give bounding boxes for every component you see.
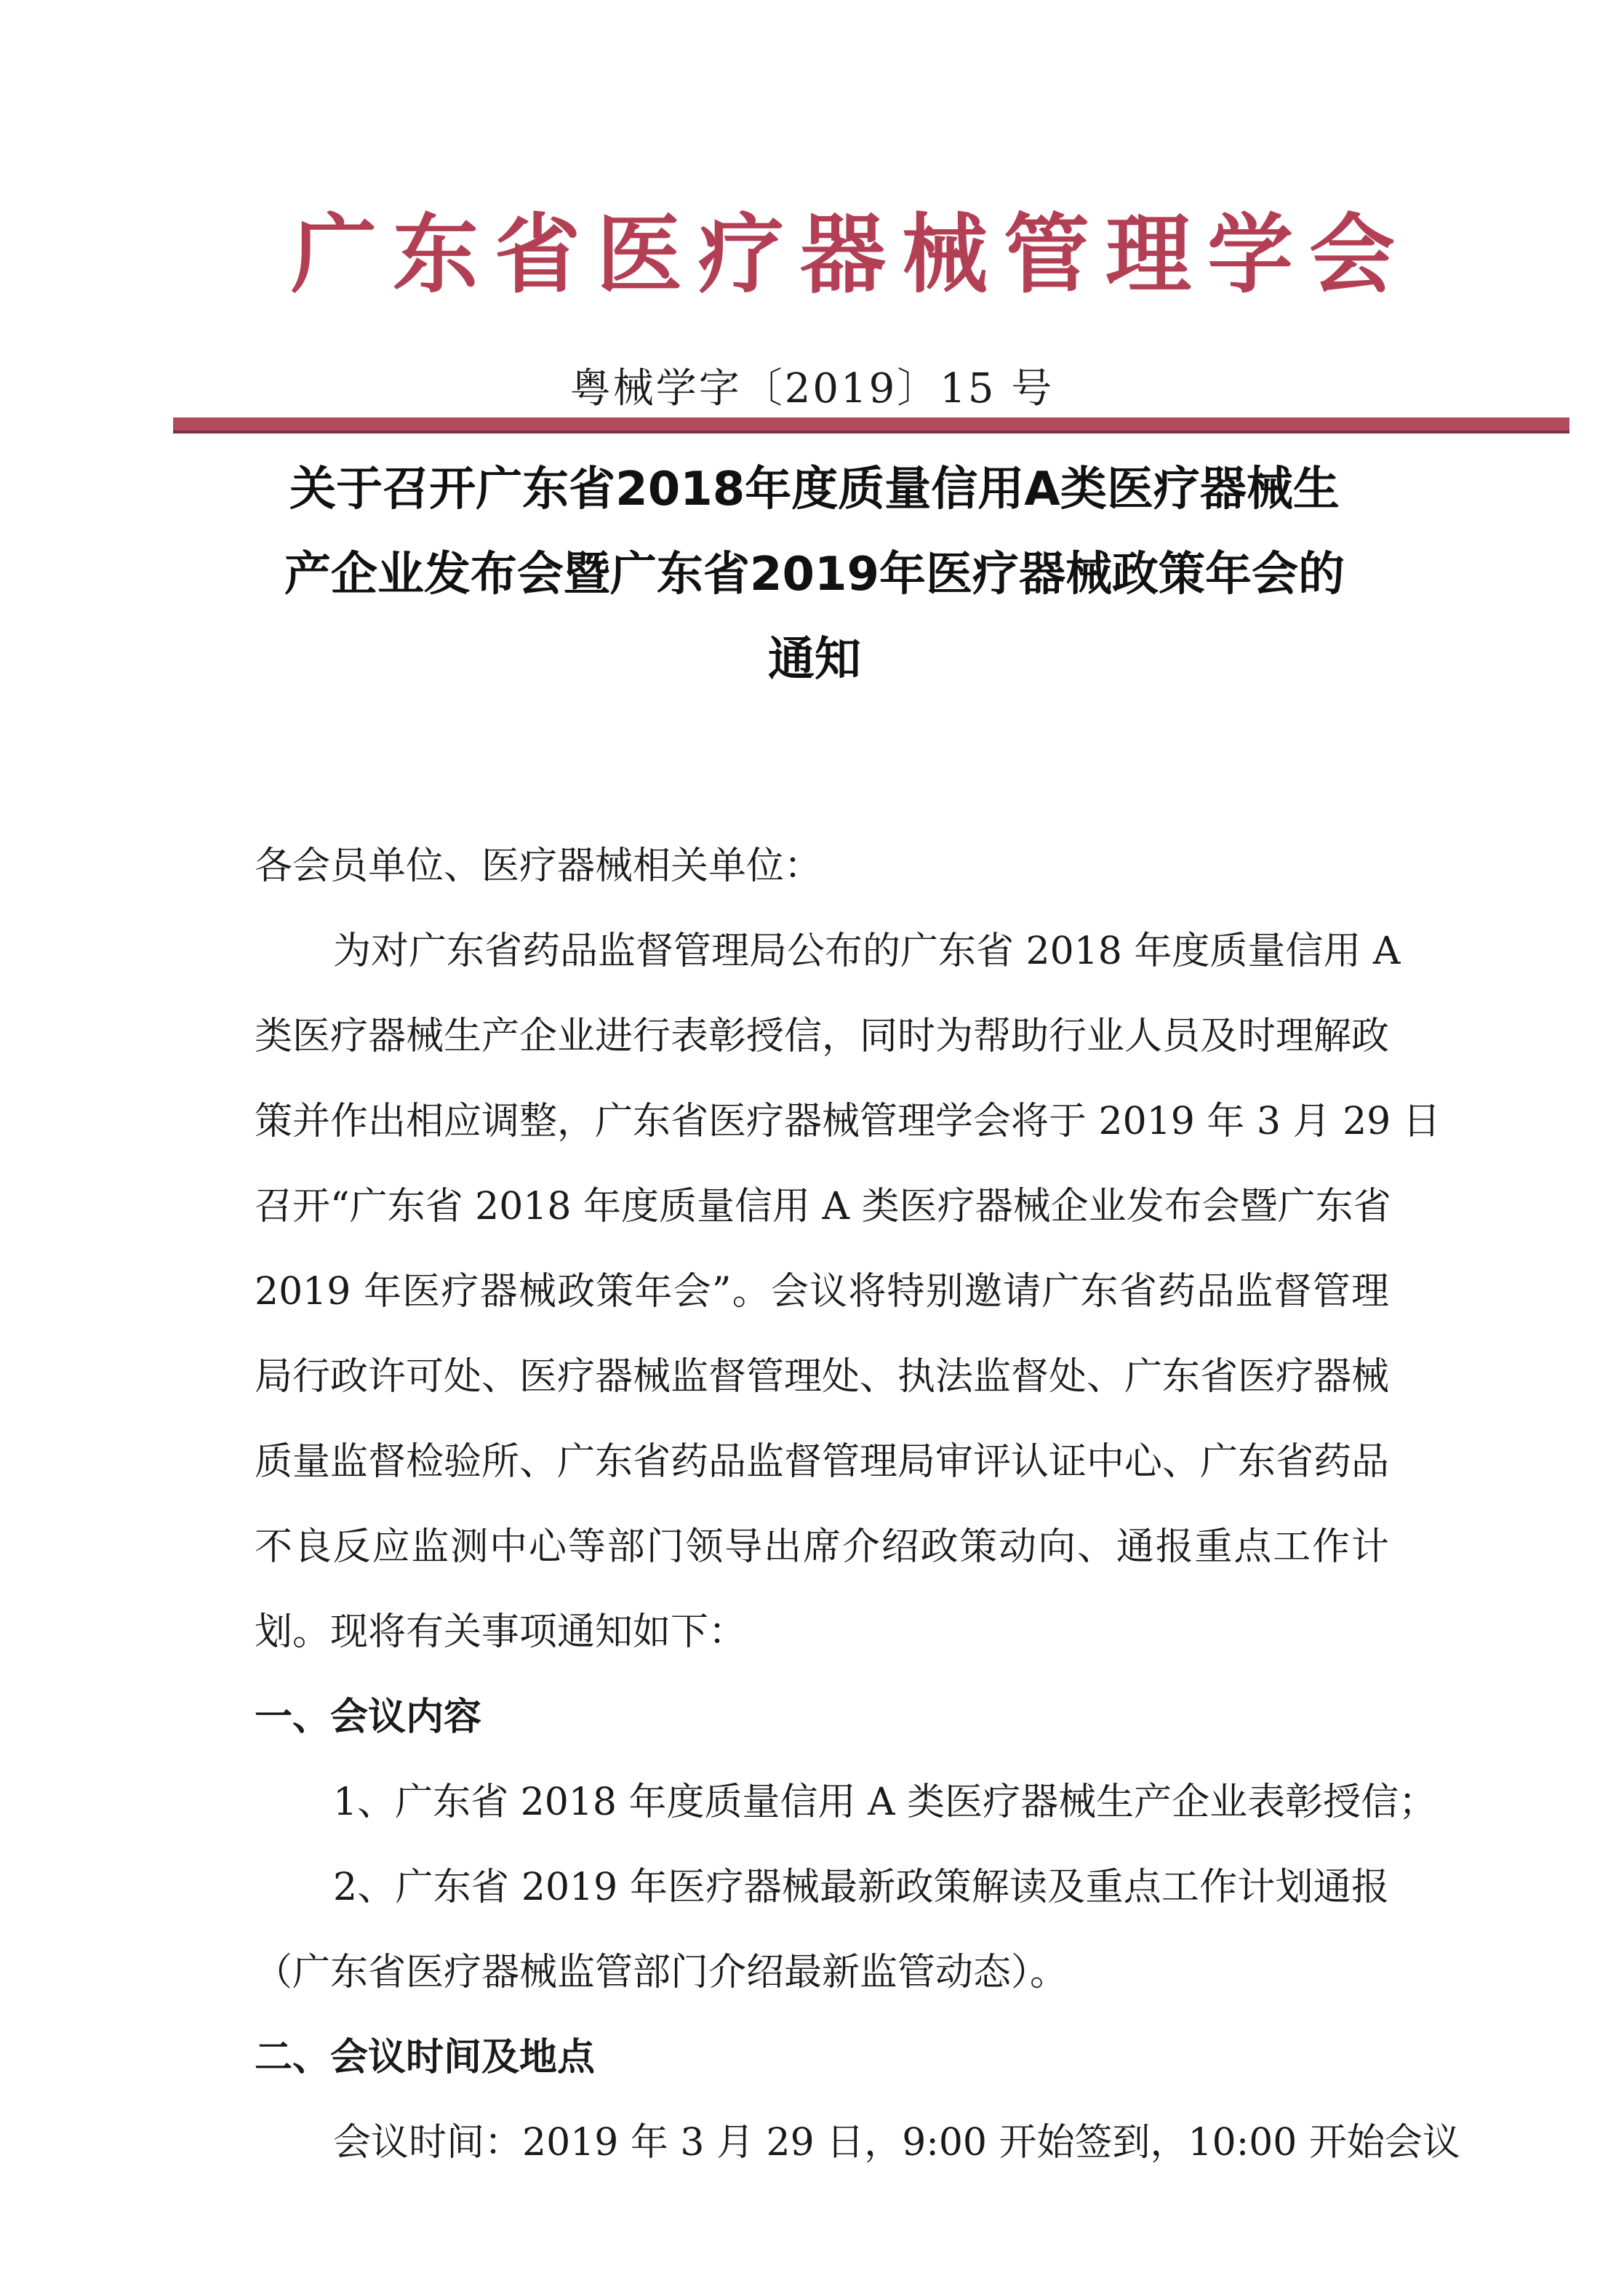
organization-header: 广东省医疗器械管理学会: [291, 204, 1412, 305]
title-line: 关于召开广东省2018年度质量信用A类医疗器械生: [289, 463, 1340, 516]
paragraph-line: 质量监督检验所、广东省药品监督管理局审评认证中心、广东省药品: [255, 1440, 1390, 1484]
section-heading: 二、会议时间及地点: [255, 2036, 596, 2079]
section-heading: 一、会议内容: [255, 1695, 482, 1739]
meeting-time: 会议时间：2019 年 3 月 29 日，9:00 开始签到，10:00 开始会议: [333, 2121, 1460, 2165]
red-separator-rule: [173, 417, 1569, 433]
list-item: 2、广东省 2019 年医疗器械最新政策解读及重点工作计划通报: [333, 1866, 1389, 1909]
paragraph-line: 为对广东省药品监督管理局公布的广东省 2018 年度质量信用 A: [333, 930, 1401, 973]
list-item: 1、广东省 2018 年度质量信用 A 类医疗器械生产企业表彰授信；: [333, 1781, 1437, 1824]
paragraph-line: 策并作出相应调整，广东省医疗器械管理学会将于 2019 年 3 月 29 日: [255, 1100, 1441, 1143]
title-line: 产企业发布会暨广东省2019年医疗器械政策年会的: [284, 548, 1345, 602]
notice-title: [247, 447, 1382, 703]
title-line: 通知: [768, 633, 861, 687]
salutation: 各会员单位、医疗器械相关单位：: [255, 844, 823, 888]
paragraph-line: 召开“广东省 2018 年度质量信用 A 类医疗器械企业发布会暨广东省: [255, 1185, 1391, 1228]
paragraph-line: 划。现将有关事项通知如下：: [255, 1610, 747, 1654]
paragraph-line: 局行政许可处、医疗器械监督管理处、执法监督处、广东省医疗器械: [255, 1355, 1390, 1399]
document-number: 粤械学字〔2019〕15 号: [569, 365, 1055, 412]
list-item-continuation: （广东省医疗器械监管部门介绍最新监管动态）。: [255, 1951, 1068, 1994]
notice-body: [255, 824, 1460, 2186]
paragraph-line: 2019 年医疗器械政策年会”。会议将特别邀请广东省药品监督管理: [255, 1270, 1389, 1314]
paragraph-line: 类医疗器械生产企业进行表彰授信，同时为帮助行业人员及时理解政: [255, 1015, 1390, 1058]
paragraph-line: 不良反应监测中心等部门领导出席介绍政策动向、通报重点工作计: [255, 1525, 1389, 1569]
